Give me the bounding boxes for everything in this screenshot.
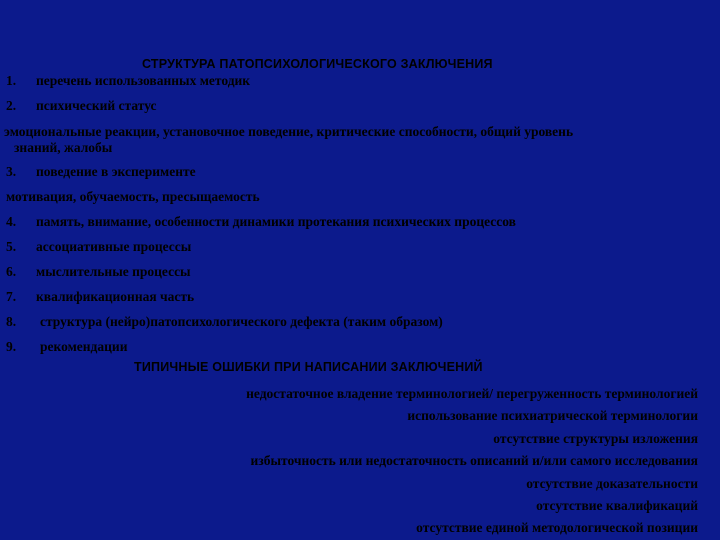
item-text: ассоциативные процессы	[36, 239, 192, 254]
list-item-5	[6, 239, 191, 255]
list-item-6	[6, 264, 191, 280]
item-number: 7.	[6, 289, 17, 304]
error-item: использование психиатрической терминологии	[407, 408, 698, 423]
item-text: память, внимание, особенности динамики протекания психических процессов	[36, 214, 516, 229]
error-item: недостаточное владение терминологией/ перегруженность терминологией	[246, 386, 698, 401]
item-number: 1.	[6, 73, 17, 88]
list-item-3	[6, 164, 196, 180]
list-subitem-status	[4, 124, 573, 156]
item-number: 4.	[6, 214, 17, 229]
subitem-continuation: знаний, жалобы	[14, 140, 113, 155]
item-text: мыслительные процессы	[36, 264, 191, 279]
item-text: квалификационная часть	[36, 289, 195, 304]
item-number: 3.	[6, 164, 17, 179]
subitem-text: эмоциональные реакции, установочное поведение, критические способности, общий уровень	[4, 124, 574, 139]
error-item: отсутствие доказательности	[526, 476, 698, 491]
list-item-7	[6, 289, 194, 305]
list-item-1	[6, 73, 250, 89]
errors-title: ТИПИЧНЫЕ ОШИБКИ ПРИ НАПИСАНИИ ЗАКЛЮЧЕНИЙ	[134, 360, 483, 374]
item-text: рекомендации	[40, 339, 128, 354]
list-item-9	[6, 339, 127, 355]
item-text: структура (нейро)патопсихологического дефекта (таким образом)	[40, 314, 443, 329]
list-item-4	[6, 214, 516, 230]
item-text: психический статус	[36, 98, 157, 113]
structure-title: СТРУКТУРА ПАТОПСИХОЛОГИЧЕСКОГО ЗАКЛЮЧЕНИЯ	[142, 57, 493, 71]
subitem-text: мотивация, обучаемость, пресыщаемость	[6, 189, 260, 204]
item-number: 9.	[6, 339, 17, 354]
item-number: 5.	[6, 239, 17, 254]
list-item-8	[6, 314, 443, 330]
error-item: отсутствие структуры изложения	[493, 431, 698, 446]
item-number: 2.	[6, 98, 17, 113]
list-subitem-experiment	[6, 189, 260, 205]
error-item: отсутствие квалификаций	[536, 498, 698, 513]
error-item: избыточность или недостаточность описаний и/или самого исследования	[250, 453, 698, 468]
list-item-2	[6, 98, 157, 114]
item-text: поведение в эксперименте	[36, 164, 196, 179]
item-number: 6.	[6, 264, 17, 279]
error-item: отсутствие единой методологической позиции	[416, 520, 698, 535]
item-number: 8.	[6, 314, 17, 329]
item-text: перечень использованных методик	[36, 73, 251, 88]
